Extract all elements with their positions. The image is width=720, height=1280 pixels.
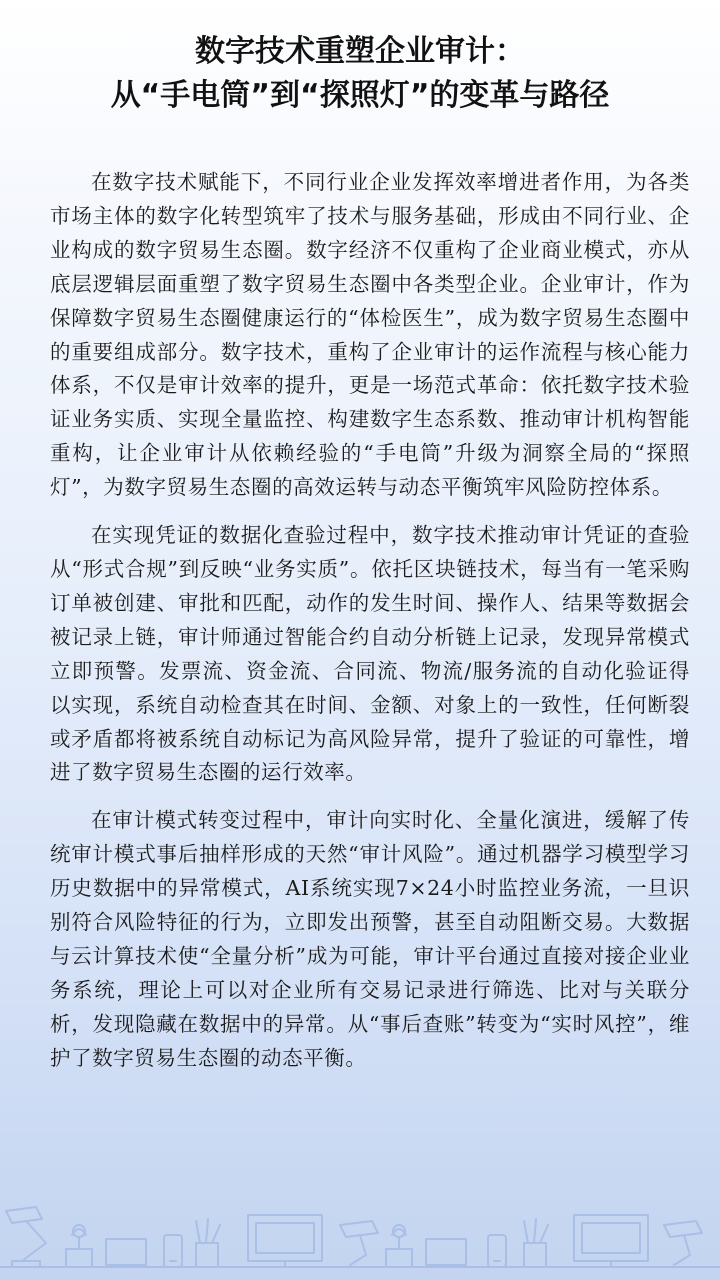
plant-icon [386, 1225, 412, 1267]
monitor-icon [248, 1215, 322, 1267]
desk-lamp-icon [6, 1207, 46, 1267]
phone-icon [164, 1235, 182, 1267]
paragraph-2: 在实现凭证的数据化查验过程中，数字技术推动审计凭证的查验从“形式合规”到反映“业务实质”。依托区块链技术，每当有一笔采购订单被创建、审批和匹配，动作的发生时间、操作人、结果等数据会被记录上链，审计师通过智能合约自动分析链上记录，发现异常模式立即预警。发票流、资金流、合同流、物流/服务流的自动化验证得以实现，系统自动检查其在时间、金额、对象上的一致性，任何断裂或矛盾都将被系统自动标记为高风险异常，提升了验证的可靠性，增进了数字贸易生态圈的运行效率。 [50, 523, 690, 785]
desk-lamp-icon [664, 1221, 702, 1265]
pen-holder-icon [196, 1219, 220, 1267]
laptop-icon [418, 1239, 474, 1267]
paragraph-3: 在审计模式转变过程中，审计向实时化、全量化演进，缓解了传统审计模式事后抽样形成的天然“审计风险”。通过机器学习模型学习历史数据中的异常模式，AI系统实现7×24小时监控业务流，一旦识别符合风险特征的行为，立即发出预警，甚至自动阻断交易。大数据与云计算技术使“全量分析”成为可能，审计平台通过直接对接企业业务系统，理论上可以对企业所有交易记录进行筛选、比对与关联分析，发现隐藏在数据中的异常。从“事后查账”转变为“实时风控”，维护了数字贸易生态圈的动态平衡。 [50, 808, 690, 1070]
page-title [0, 30, 720, 118]
paragraph-1: 在数字技术赋能下，不同行业企业发挥效率增进者作用，为各类市场主体的数字化转型筑牢了技术与服务基础，形成由不同行业、企业构成的数字贸易生态圈。数字经济不仅重构了企业商业模式，亦从底层逻辑层面重塑了数字贸易生态圈中各类型企业。企业审计，作为保障数字贸易生态圈健康运行的“体检医生”，成为数字贸易生态圈中的重要组成部分。数字技术，重构了企业审计的运作流程与核心能力体系，不仅是审计效率的提升，更是一场范式革命：依托数字技术验证业务实质、实现全量监控、构建数字生态系数、推动审计机构智能重构，让企业审计从依赖经验的“手电筒”升级为洞察全局的“探照灯”，为数字贸易生态圈的高效运转与动态平衡筑牢风险防控体系。 [50, 170, 690, 500]
title-line-1: 数字技术重塑企业审计： [195, 34, 525, 69]
laptop-icon [98, 1239, 154, 1267]
title-line-2: 从“手电筒”到“探照灯”的变革与路径 [110, 78, 610, 113]
monitor-icon [574, 1215, 648, 1267]
article-body [50, 166, 690, 1090]
plant-icon [66, 1225, 92, 1267]
phone-icon [488, 1235, 506, 1267]
office-illustration-footer [0, 1195, 720, 1280]
pen-holder-icon [524, 1219, 548, 1267]
desk-lamp-icon [340, 1221, 378, 1265]
